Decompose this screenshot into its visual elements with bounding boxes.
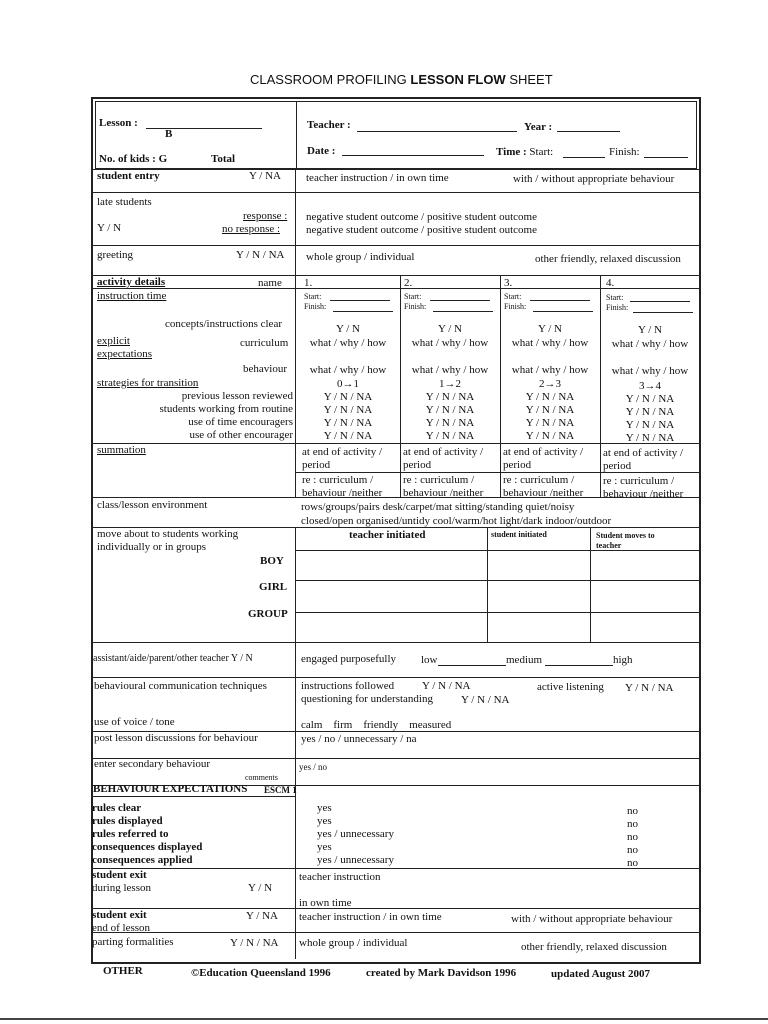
girl-label: GIRL [259,581,288,593]
activity-transition: 2→3 [539,378,561,390]
environment-label: class/lesson environment [97,499,208,511]
activity-finish: Finish: [404,302,427,311]
date-label: Date : [307,145,336,157]
expectation-label: rules referred to [92,828,169,840]
activity-num: 1. [304,277,313,289]
medium-label: medium [506,654,543,666]
activity-t1: Y / N / NA [425,391,475,403]
explicit-label: explicit [97,335,130,347]
activity-s3: re : curriculum / [603,475,675,487]
activity-t1: Y / N / NA [525,391,575,403]
expectation-yes: yes [317,815,332,827]
instructions-followed-yn: Y / N / NA [422,680,471,692]
environment-line2: closed/open organised/untidy cool/warm/hot light/dark indoor/outdoor [301,515,612,527]
activity-curriculum: what / why / how [511,337,589,349]
activity-yn: Y / N [437,323,463,335]
activity-s3: re : curriculum / [403,474,475,486]
activity-s1: at end of activity / [302,446,383,458]
instruction-time-label: instruction time [97,290,167,302]
activity-t4: Y / N / NA [525,430,575,442]
curriculum-label: curriculum [240,337,289,349]
high-label: high [613,654,633,666]
activity-curriculum: what / why / how [411,337,489,349]
activity-t2: Y / N / NA [525,404,575,416]
title-part2: LESSON FLOW [410,72,506,87]
footer-created: created by Mark Davidson 1996 [366,967,517,979]
scan-edge-line [0,1018,768,1020]
time-label-text: Time : [496,146,527,158]
activity-start: Start: [606,293,624,302]
activity-transition: 3→4 [639,380,661,392]
late-outcome-2: negative student outcome / positive student outcome [306,224,537,236]
activity-finish: Finish: [606,303,629,312]
expectation-label: rules displayed [92,815,163,827]
activity-start: Start: [404,292,422,301]
activity-num: 3. [504,277,513,289]
expectation-no: no [627,805,638,817]
move-about-label-1: move about to students working [97,528,239,540]
activity-name-label: name [258,277,282,289]
post-lesson-label: post lesson discussions for behaviour [94,732,258,744]
escm-mark: ESCM 1 [264,785,297,795]
low-label: low [421,654,438,666]
active-listening-yn: Y / N / NA [625,682,674,694]
teacher-label: Teacher : [307,119,351,131]
expectation-label: rules clear [92,802,142,814]
no-of-kids-label: No. of kids : G [99,153,168,165]
routine-label: students working from routine [159,403,293,415]
student-entry-instruction: teacher instruction / in own time [306,172,449,184]
footer-other: OTHER [103,965,143,977]
parting-group: whole group / individual [299,937,408,949]
questioning-label: questioning for understanding [301,693,433,705]
activity-s2: period [403,459,432,471]
voice-tone-label: use of voice / tone [94,716,175,728]
summation-label: summation [97,444,146,456]
exit-end-behaviour: with / without appropriate behaviour [511,913,673,925]
greeting-other: other friendly, relaxed discussion [535,253,681,265]
exit-during-teacher-instruction: teacher instruction [299,871,381,883]
expectation-yes: yes [317,841,332,853]
prev-lesson-label: previous lesson reviewed [181,390,293,402]
activity-t2: Y / N / NA [625,406,675,418]
other-encourager-label: use of other encourager [189,429,293,441]
activity-behaviour: what / why / how [309,364,387,376]
student-moves-header-2: teacher [596,541,622,550]
student-entry-yn: Y / NA [249,170,281,182]
parting-formalities-label: parting formalities [92,936,174,948]
greeting-yn: Y / N / NA [236,249,285,261]
behaviour-label: behaviour [243,363,287,375]
title-part1: CLASSROOM PROFILING [250,72,411,87]
header-inner-box [95,101,697,169]
questioning-yn: Y / N / NA [461,694,510,706]
bct-label: behavioural communication techniques [94,680,267,692]
expectation-yes: yes [317,802,332,814]
activity-t4: Y / N / NA [425,430,475,442]
parting-yn: Y / N / NA [230,937,279,949]
expectation-no: no [627,831,638,843]
activity-s4: behaviour /neither [603,488,684,500]
parting-other: other friendly, relaxed discussion [521,941,667,953]
activity-s4: behaviour /neither [403,487,484,499]
activity-behaviour: what / why / how [511,364,589,376]
activity-start: Start: [304,292,322,301]
activity-start: Start: [504,292,522,301]
student-exit-end-yn: Y / NA [246,910,278,922]
activity-t3: Y / N / NA [425,417,475,429]
activity-behaviour: what / why / how [611,365,689,377]
student-exit-end-label: student exit [92,909,147,921]
activity-t3: Y / N / NA [625,419,675,431]
student-initiated-header: student initiated [491,530,547,539]
exit-during-own-time: in own time [299,897,352,909]
activity-curriculum: what / why / how [611,338,689,350]
activity-curriculum: what / why / how [309,337,387,349]
time-finish-label: Finish: [609,146,640,158]
activity-num: 4. [606,277,615,289]
activity-s2: period [302,459,331,471]
instructions-followed-label: instructions followed [301,680,395,692]
activity-t2: Y / N / NA [323,404,373,416]
engaged-label: engaged purposefully [301,653,396,665]
activity-transition: 1→2 [439,378,461,390]
voice-tone-options: calm firm friendly measured [301,719,452,731]
time-start-label: Start: [529,146,554,158]
expectation-label: consequences displayed [92,841,203,853]
footer-copyright: ©Education Queensland 1996 [191,967,331,979]
greeting-label: greeting [97,249,134,261]
exit-end-instruction: teacher instruction / in own time [299,911,442,923]
activity-num: 2. [404,277,413,289]
student-exit-during-label: student exit [92,869,147,881]
move-about-label-2: individually or in groups [97,541,207,553]
footer-updated: updated August 2007 [551,968,651,980]
activity-s2: period [603,460,632,472]
activity-yn: Y / N [537,323,563,335]
activity-details-label: activity details [97,276,166,288]
activity-transition: 0→1 [337,378,359,390]
activity-t3: Y / N / NA [525,417,575,429]
greeting-group: whole group / individual [306,251,415,263]
activity-behaviour: what / why / how [411,364,489,376]
activity-finish: Finish: [504,302,527,311]
strategies-label: strategies for transition [97,377,199,389]
active-listening-label: active listening [537,681,604,693]
late-students-yn: Y / N [97,222,122,234]
expectations-label: expectations [97,348,152,360]
late-outcome-1: negative student outcome / positive student outcome [306,211,537,223]
concepts-label: concepts/instructions clear [165,318,282,330]
lesson-b: B [165,128,173,140]
activity-finish: Finish: [304,302,327,311]
activity-s3: re : curriculum / [503,474,575,486]
expectation-yes: yes / unnecessary [317,854,394,866]
student-entry-label: student entry [97,170,160,182]
activity-t1: Y / N / NA [323,391,373,403]
year-label: Year : [524,121,553,133]
student-moves-header-1: Student moves to [596,531,655,540]
activity-yn: Y / N [637,324,663,336]
title-part3: SHEET [505,72,553,87]
group-label: GROUP [248,608,288,620]
environment-line1: rows/groups/pairs desk/carpet/mat sitting/standing quiet/noisy [301,501,575,513]
expectation-yes: yes / unnecessary [317,828,394,840]
boy-label: BOY [260,555,284,567]
secondary-behaviour-options: yes / no [299,762,327,772]
end-of-lesson-label: end of lesson [92,922,151,934]
late-students-label: late students [97,196,152,208]
activity-t1: Y / N / NA [625,393,675,405]
total-label: Total [211,153,236,165]
late-response-label: response : [243,210,288,222]
activity-t2: Y / N / NA [425,404,475,416]
behaviour-expectations-title: BEHAVIOUR EXPECTATIONS [93,783,248,795]
activity-t4: Y / N / NA [625,432,675,444]
page-title [250,74,553,86]
activity-s1: at end of activity / [603,447,684,459]
activity-s4: behaviour /neither [503,487,584,499]
activity-s1: at end of activity / [403,446,484,458]
activity-t3: Y / N / NA [323,417,373,429]
secondary-behaviour-label: enter secondary behaviour [94,758,211,770]
late-no-response-label: no response : [222,223,281,235]
assistant-label: assistant/aide/parent/other teacher Y / N [93,653,253,664]
student-exit-during-yn: Y / N [248,882,273,894]
activity-s2: period [503,459,532,471]
time-label [496,146,553,158]
post-lesson-options: yes / no / unnecessary / na [301,733,417,745]
activity-s3: re : curriculum / [302,474,374,486]
activity-yn: Y / N [335,323,361,335]
expectation-no: no [627,818,638,830]
expectation-label: consequences applied [92,854,193,866]
expectation-no: no [627,844,638,856]
teacher-initiated-header: teacher initiated [349,529,426,541]
time-encouragers-label: use of time encouragers [188,416,293,428]
lesson-label: Lesson : [99,117,138,129]
expectation-no: no [627,857,638,869]
activity-t4: Y / N / NA [323,430,373,442]
activity-s4: behaviour /neither [302,487,383,499]
activity-s1: at end of activity / [503,446,584,458]
student-entry-behaviour: with / without appropriate behaviour [513,173,675,185]
comments-label: comments [245,773,278,782]
during-lesson-label: during lesson [92,882,151,894]
